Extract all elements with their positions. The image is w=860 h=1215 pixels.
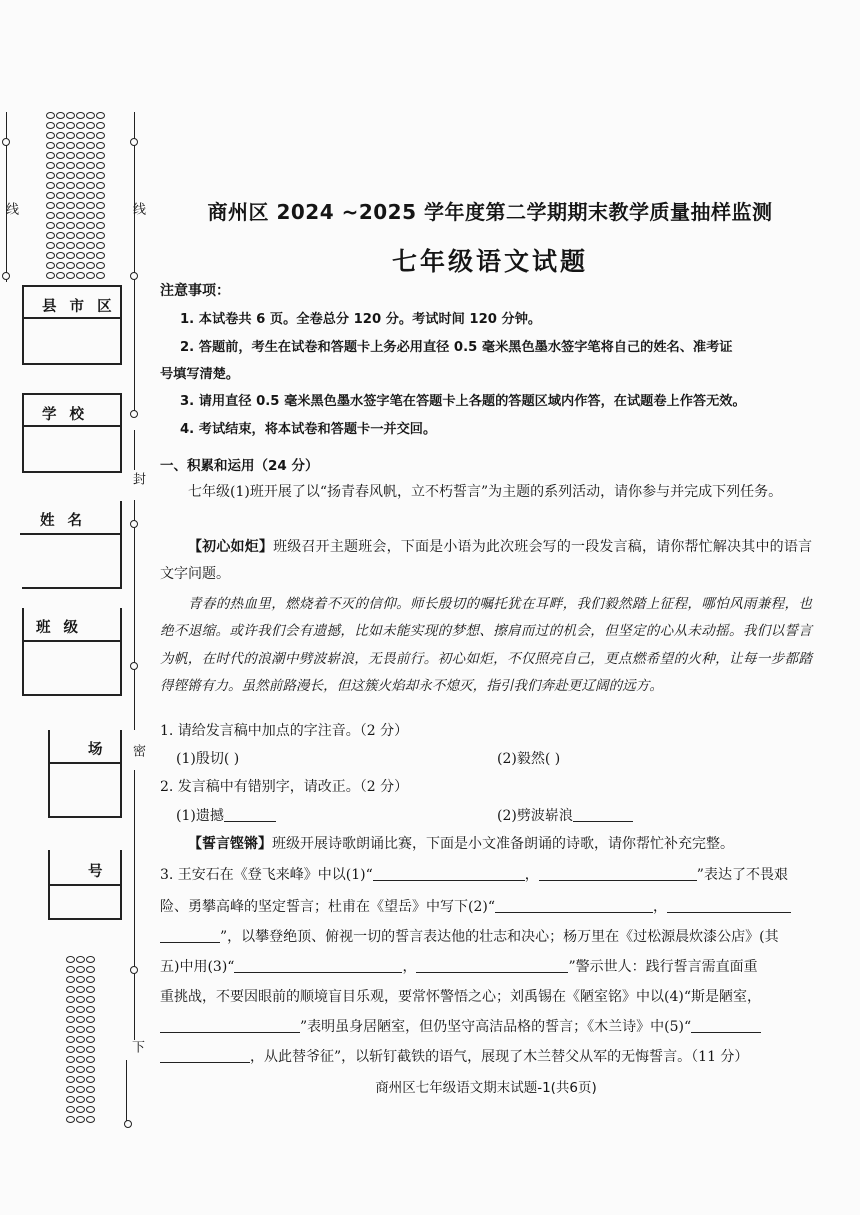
answer-bubble[interactable] <box>96 172 105 179</box>
answer-bubble[interactable] <box>66 1066 75 1073</box>
binding-char-xian: 线 <box>3 202 18 215</box>
answer-bubble[interactable] <box>46 252 55 259</box>
answer-bubble[interactable] <box>76 1076 85 1083</box>
answer-bubble[interactable] <box>46 222 55 229</box>
answer-bubble[interactable] <box>66 956 75 963</box>
notice-item: 2. 答题前，考生在试卷和答题卡上务必用直径 0.5 毫米黑色墨水签字笔将自己的姓名、准考证 <box>180 340 733 355</box>
cut-line <box>134 430 135 470</box>
answer-bubble[interactable] <box>86 1086 95 1093</box>
answer-bubble[interactable] <box>46 122 55 129</box>
answer-bubble[interactable] <box>56 152 65 159</box>
answer-bubble[interactable] <box>86 1026 95 1033</box>
binding-dot <box>130 272 138 280</box>
answer-bubble[interactable] <box>86 242 95 249</box>
answer-bubble[interactable] <box>76 1056 85 1063</box>
answer-bubble[interactable] <box>86 202 95 209</box>
answer-bubble[interactable] <box>66 172 75 179</box>
answer-bubble[interactable] <box>76 1116 85 1123</box>
exam-subtitle: 七年级语文试题 <box>391 247 588 276</box>
answer-bubble[interactable] <box>56 202 65 209</box>
answer-blank[interactable] <box>539 866 697 881</box>
answer-bubble[interactable] <box>86 976 95 983</box>
q3-text: ， <box>524 867 539 883</box>
answer-bubble[interactable] <box>76 986 85 993</box>
notice-item: 号填写清楚。 <box>160 367 240 382</box>
question-3-line <box>160 1044 748 1071</box>
answer-bubble[interactable] <box>96 272 105 279</box>
answer-bubble[interactable] <box>66 132 75 139</box>
answer-bubble[interactable] <box>96 222 105 229</box>
answer-bubble[interactable] <box>76 1036 85 1043</box>
task2-tag: 【誓言铿锵】 <box>188 836 272 852</box>
answer-bubble[interactable] <box>76 996 85 1003</box>
answer-bubble[interactable] <box>76 1106 85 1113</box>
answer-blank[interactable] <box>495 898 653 913</box>
answer-bubble[interactable] <box>86 252 95 259</box>
q3-text: ”警示世人：践行誓言需直面重 <box>568 959 758 975</box>
answer-bubble[interactable] <box>56 142 65 149</box>
answer-bubble[interactable] <box>56 262 65 269</box>
answer-bubble[interactable] <box>86 1006 95 1013</box>
question-2-b-word: (2)劈波崭浪 <box>497 808 573 824</box>
answer-bubble[interactable] <box>96 212 105 219</box>
section-heading: 一、积累和运用（24 分） <box>160 458 319 474</box>
answer-bubble[interactable] <box>96 122 105 129</box>
answer-bubble[interactable] <box>46 172 55 179</box>
answer-bubble[interactable] <box>76 252 85 259</box>
binding-dot <box>130 138 138 146</box>
answer-bubble[interactable] <box>66 1076 75 1083</box>
answer-blank[interactable] <box>691 1018 761 1033</box>
answer-bubble[interactable] <box>86 212 95 219</box>
speech-text: 青春的热血里，燃烧着不灭的信仰。师长殷切的嘱托犹在耳畔，我们毅然踏上征程，哪怕风雨兼程，也绝不退缩。或许我们会有遗撼，比如未能实现的梦想、擦肩而过的机会，但坚定的心从未动摇。我们以誓言为帆，在时代的浪潮中劈波崭浪，无畏前行。初心如炬，不仅照亮自己，更点燃希望的火种，让每一步都踏得铿锵有力。虽然前路漫长，但这簇火焰却永不熄灭，指引我们奔赴更辽阔的远方。 <box>160 596 812 695</box>
answer-bubble[interactable] <box>76 172 85 179</box>
answer-bubble[interactable] <box>76 272 85 279</box>
cut-line <box>126 1060 127 1125</box>
class-label: 班 级 <box>36 620 83 636</box>
binding-char-feng: 封 <box>130 472 145 485</box>
question-3-line <box>160 1014 761 1041</box>
answer-bubble[interactable] <box>46 272 55 279</box>
answer-bubble[interactable] <box>76 956 85 963</box>
answer-blank[interactable] <box>224 807 276 822</box>
answer-bubble[interactable] <box>56 122 65 129</box>
q3-text: 险、勇攀高峰的坚定誓言；杜甫在《望岳》中写下(2)“ <box>160 899 495 915</box>
answer-bubble[interactable] <box>66 272 75 279</box>
class-field[interactable] <box>22 608 122 696</box>
q3-text: ，从此替爷征”，以斩钉截铁的语气，展现了木兰替父从军的无悔誓言。（11 分） <box>250 1049 749 1065</box>
county-label: 县 市 区 <box>42 299 116 315</box>
answer-bubble[interactable] <box>66 1056 75 1063</box>
answer-bubble[interactable] <box>66 1096 75 1103</box>
binding-char-xia: 下 <box>129 1040 144 1053</box>
binding-dot <box>130 520 138 528</box>
answer-bubble[interactable] <box>66 262 75 269</box>
answer-bubble[interactable] <box>76 966 85 973</box>
answer-bubble[interactable] <box>46 162 55 169</box>
answer-bubble[interactable] <box>86 986 95 993</box>
answer-blank[interactable] <box>160 1018 300 1033</box>
question-2-b[interactable] <box>497 803 633 830</box>
answer-bubble[interactable] <box>76 112 85 119</box>
binding-dot <box>2 138 10 146</box>
answer-bubble[interactable] <box>46 142 55 149</box>
binding-dot <box>130 966 138 974</box>
answer-bubble[interactable] <box>56 182 65 189</box>
answer-bubble[interactable] <box>86 112 95 119</box>
answer-bubble[interactable] <box>56 192 65 199</box>
cut-line <box>134 770 135 1040</box>
answer-bubble[interactable] <box>76 1086 85 1093</box>
answer-bubble[interactable] <box>46 152 55 159</box>
answer-bubble[interactable] <box>56 132 65 139</box>
q3-text: ， <box>402 959 417 975</box>
answer-bubble[interactable] <box>46 112 55 119</box>
answer-bubble[interactable] <box>96 242 105 249</box>
binding-dot <box>130 662 138 670</box>
q3-text: ”，以攀登绝顶、俯视一切的誓言表达他的壮志和决心；杨万里在《过松源晨炊漆公店》(其 <box>220 929 779 945</box>
answer-bubble[interactable] <box>96 232 105 239</box>
answer-bubble[interactable] <box>76 152 85 159</box>
answer-bubble[interactable] <box>66 222 75 229</box>
answer-bubble[interactable] <box>86 1106 95 1113</box>
cut-line <box>134 500 135 730</box>
answer-bubble[interactable] <box>76 1046 85 1053</box>
question-3-line <box>160 862 788 889</box>
task1-tag: 【初心如炬】 <box>188 539 274 555</box>
answer-bubble[interactable] <box>66 966 75 973</box>
answer-blank[interactable] <box>373 866 525 881</box>
notice-item: 4. 考试结束，将本试卷和答题卡一并交回。 <box>180 422 437 437</box>
answer-bubble[interactable] <box>86 132 95 139</box>
answer-bubble[interactable] <box>66 1036 75 1043</box>
answer-blank[interactable] <box>234 958 402 973</box>
exam-title: 商州区 2024 ~2025 学年度第二学期期末教学质量抽样监测 <box>207 200 773 224</box>
answer-bubble[interactable] <box>46 232 55 239</box>
answer-bubble[interactable] <box>76 192 85 199</box>
answer-bubble[interactable] <box>66 1046 75 1053</box>
answer-bubble[interactable] <box>96 132 105 139</box>
answer-bubble[interactable] <box>66 1026 75 1033</box>
task1-text: 班级召开主题班会，下面是小语为此次班会写的一段发言稿，请你帮忙解决其中的语言文字问题。 <box>160 539 813 583</box>
answer-blank[interactable] <box>667 898 791 913</box>
cut-line <box>134 112 135 412</box>
answer-bubble[interactable] <box>46 132 55 139</box>
answer-bubble[interactable] <box>76 182 85 189</box>
q3-text: 3. 王安石在《登飞来峰》中以(1)“ <box>160 867 373 883</box>
answer-bubble[interactable] <box>66 142 75 149</box>
question-3-line <box>160 924 779 951</box>
answer-blank[interactable] <box>160 928 220 943</box>
question-2: 2. 发言稿中有错别字，请改正。（2 分） <box>160 779 409 795</box>
answer-bubble[interactable] <box>46 192 55 199</box>
answer-bubble[interactable] <box>86 1016 95 1023</box>
answer-bubble[interactable] <box>86 222 95 229</box>
answer-bubble[interactable] <box>96 202 105 209</box>
answer-bubble[interactable] <box>66 1116 75 1123</box>
answer-bubble[interactable] <box>76 232 85 239</box>
seat-number-label: 号 <box>88 864 107 880</box>
q3-text: ， <box>653 899 667 915</box>
binding-char-xian: 线 <box>130 202 145 215</box>
answer-bubble[interactable] <box>86 1096 95 1103</box>
answer-bubble[interactable] <box>66 242 75 249</box>
answer-bubble[interactable] <box>66 1086 75 1093</box>
answer-bubble[interactable] <box>86 122 95 129</box>
question-2-a-word: (1)遗撼 <box>176 808 224 824</box>
answer-bubble[interactable] <box>56 242 65 249</box>
answer-bubble[interactable] <box>76 222 85 229</box>
binding-dot <box>2 272 10 280</box>
answer-bubble[interactable] <box>86 1056 95 1063</box>
answer-bubble[interactable] <box>66 192 75 199</box>
answer-bubble[interactable] <box>86 152 95 159</box>
answer-bubble[interactable] <box>86 172 95 179</box>
answer-bubble[interactable] <box>56 112 65 119</box>
answer-bubble[interactable] <box>66 232 75 239</box>
answer-bubble[interactable] <box>66 1006 75 1013</box>
speech-passage <box>160 591 812 701</box>
question-3-line: 重挑战，不要因眼前的顺境盲目乐观，要常怀警悟之心；刘禹锡在《陋室铭》中以(4)“斯是陋室， <box>160 989 761 1005</box>
binding-dot <box>124 1120 132 1128</box>
answer-bubble[interactable] <box>76 1016 85 1023</box>
answer-bubble[interactable] <box>46 182 55 189</box>
answer-bubble[interactable] <box>96 152 105 159</box>
answer-bubble[interactable] <box>96 182 105 189</box>
exam-room-field[interactable] <box>48 730 122 818</box>
answer-bubble[interactable] <box>76 1096 85 1103</box>
answer-bubble[interactable] <box>66 152 75 159</box>
answer-bubble[interactable] <box>86 262 95 269</box>
answer-bubble[interactable] <box>86 956 95 963</box>
answer-blank[interactable] <box>160 1048 250 1063</box>
answer-bubble[interactable] <box>86 232 95 239</box>
answer-bubble[interactable] <box>86 1036 95 1043</box>
answer-bubble[interactable] <box>56 162 65 169</box>
answer-blank[interactable] <box>416 958 568 973</box>
school-label: 学 校 <box>42 407 89 423</box>
answer-bubble[interactable] <box>76 976 85 983</box>
answer-bubble-grid-bottom <box>66 956 95 1126</box>
q3-text: 五)中用(3)“ <box>160 959 235 975</box>
question-1-b[interactable]: (2)毅然( ) <box>497 751 561 767</box>
question-1-a[interactable]: (1)殷切( ) <box>176 751 240 767</box>
answer-bubble[interactable] <box>46 212 55 219</box>
answer-bubble[interactable] <box>76 212 85 219</box>
section-intro <box>160 479 812 506</box>
answer-bubble[interactable] <box>86 1066 95 1073</box>
answer-bubble[interactable] <box>86 192 95 199</box>
answer-bubble[interactable] <box>66 986 75 993</box>
answer-bubble[interactable] <box>46 262 55 269</box>
answer-bubble[interactable] <box>76 1066 85 1073</box>
answer-bubble[interactable] <box>66 996 75 1003</box>
answer-bubble[interactable] <box>56 222 65 229</box>
answer-bubble[interactable] <box>76 122 85 129</box>
exam-room-label: 场 <box>88 742 107 758</box>
answer-bubble[interactable] <box>66 202 75 209</box>
answer-bubble[interactable] <box>76 162 85 169</box>
task2-intro <box>160 831 812 858</box>
answer-bubble[interactable] <box>46 242 55 249</box>
answer-bubble[interactable] <box>56 212 65 219</box>
answer-bubble[interactable] <box>76 132 85 139</box>
notice-item: 1. 本试卷共 6 页。全卷总分 120 分。考试时间 120 分钟。 <box>180 312 542 327</box>
answer-bubble[interactable] <box>96 142 105 149</box>
question-1: 1. 请给发言稿中加点的字注音。（2 分） <box>160 723 409 739</box>
county-field[interactable] <box>22 285 122 365</box>
intro-text: 七年级(1)班开展了以“扬青春风帆，立不朽誓言”为主题的系列活动，请你参与并完成下列任务。 <box>188 484 783 500</box>
answer-bubble[interactable] <box>96 112 105 119</box>
answer-bubble[interactable] <box>46 202 55 209</box>
answer-bubble-grid-top <box>46 112 105 282</box>
answer-bubble[interactable] <box>76 242 85 249</box>
school-field[interactable] <box>22 393 122 473</box>
answer-bubble[interactable] <box>86 1116 95 1123</box>
notice-heading: 注意事项： <box>160 283 230 299</box>
answer-bubble[interactable] <box>66 1016 75 1023</box>
answer-bubble[interactable] <box>56 172 65 179</box>
answer-bubble[interactable] <box>66 976 75 983</box>
answer-bubble[interactable] <box>86 272 95 279</box>
task1-intro <box>160 534 812 589</box>
q3-text: ”表明虽身居陋室，但仍坚守高洁品格的誓言；《木兰诗》中(5)“ <box>300 1019 692 1035</box>
binding-dot <box>130 410 138 418</box>
answer-bubble[interactable] <box>76 142 85 149</box>
notice-item: 3. 请用直径 0.5 毫米黑色墨水签字笔在答题卡上各题的答题区域内作答，在试题卷上作答无效。 <box>180 394 746 409</box>
answer-bubble[interactable] <box>66 182 75 189</box>
name-field[interactable] <box>22 501 122 589</box>
answer-bubble[interactable] <box>56 272 65 279</box>
task2-text: 班级开展诗歌朗诵比赛，下面是小文准备朗诵的诗歌，请你帮忙补充完整。 <box>272 836 734 852</box>
answer-bubble[interactable] <box>76 262 85 269</box>
name-label: 姓 名 <box>40 513 87 529</box>
answer-bubble[interactable] <box>86 142 95 149</box>
answer-bubble[interactable] <box>66 162 75 169</box>
binding-char-mi: 密 <box>130 744 145 757</box>
answer-bubble[interactable] <box>96 192 105 199</box>
answer-bubble[interactable] <box>66 1106 75 1113</box>
answer-bubble[interactable] <box>96 252 105 259</box>
answer-bubble[interactable] <box>86 162 95 169</box>
answer-bubble[interactable] <box>76 202 85 209</box>
answer-bubble[interactable] <box>76 1006 85 1013</box>
answer-bubble[interactable] <box>66 212 75 219</box>
q3-text: ”表达了不畏艰 <box>696 867 788 883</box>
seat-number-field[interactable] <box>48 850 122 920</box>
question-3-line <box>160 954 758 981</box>
answer-blank[interactable] <box>573 807 633 822</box>
answer-bubble[interactable] <box>56 232 65 239</box>
answer-bubble[interactable] <box>96 162 105 169</box>
answer-bubble[interactable] <box>86 966 95 973</box>
answer-bubble[interactable] <box>86 1046 95 1053</box>
answer-bubble[interactable] <box>56 252 65 259</box>
answer-bubble[interactable] <box>66 122 75 129</box>
page-footer: 商州区七年级语文期末试题-1(共6页) <box>375 1080 597 1096</box>
answer-bubble[interactable] <box>66 112 75 119</box>
question-2-a[interactable] <box>176 803 276 830</box>
answer-bubble[interactable] <box>76 1026 85 1033</box>
answer-bubble[interactable] <box>86 996 95 1003</box>
answer-bubble[interactable] <box>86 182 95 189</box>
answer-bubble[interactable] <box>86 1076 95 1083</box>
question-3-line <box>160 894 791 921</box>
answer-bubble[interactable] <box>96 262 105 269</box>
answer-bubble[interactable] <box>66 252 75 259</box>
